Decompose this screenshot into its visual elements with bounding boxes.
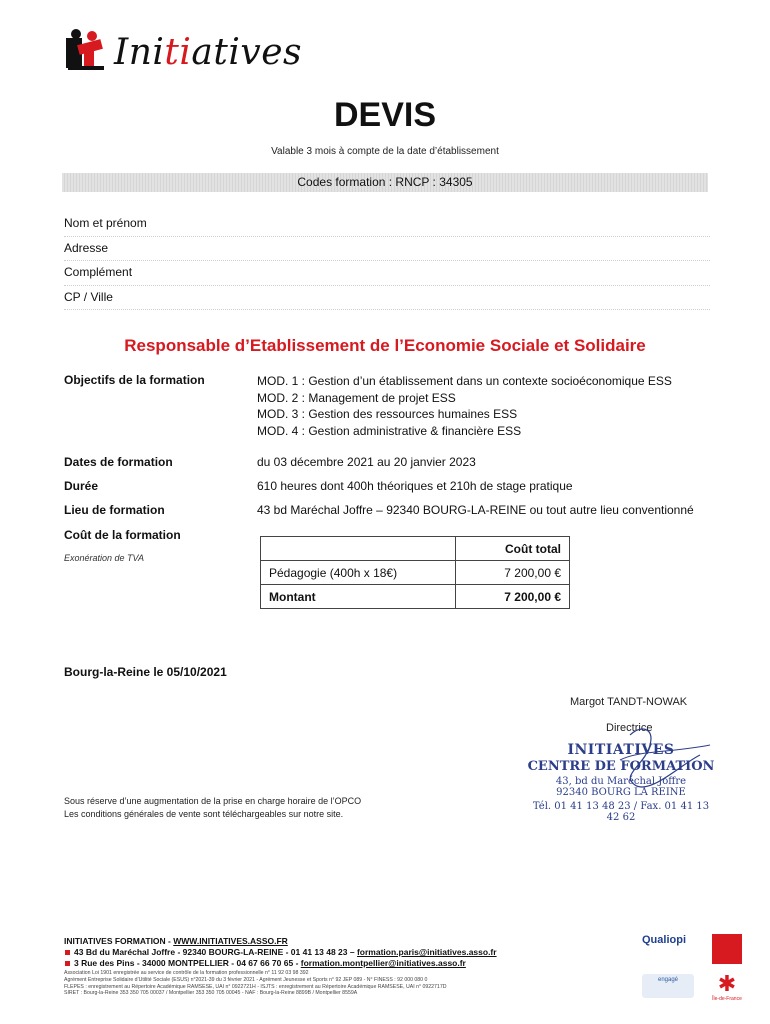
cost-label: Coût de la formation	[64, 528, 181, 542]
legal-line: FLEPES : enregistrement au Répertoire Académique RAMSESE, UAI n° 0922721H - ISJTS : enregistrement au Répertoire Académique RAMSESE, UAI n° 0922717D	[64, 983, 447, 990]
stamp-line: Tél. 01 41 13 48 23 / Fax. 01 41 13 42 62	[532, 801, 710, 823]
signatory-name: Margot TANDT-NOWAK	[570, 696, 688, 708]
qualiopi-logo: Qualiopi	[642, 934, 686, 946]
cost-row-label: Pédagogie (400h x 18€)	[261, 561, 456, 585]
date-place: Bourg-la-Reine le 05/10/2021	[64, 665, 227, 679]
bullet-icon	[65, 961, 70, 966]
footer	[64, 936, 497, 969]
engage-logo: engagé	[642, 974, 694, 998]
partner-logos	[638, 930, 748, 1020]
email-link[interactable]: formation.paris@initiatives.asso.fr	[356, 947, 497, 957]
stamp-line: INITIATIVES	[567, 742, 675, 758]
field-cp-city: CP / Ville	[64, 286, 710, 311]
table-row	[261, 561, 570, 585]
footer-org: INITIATIVES FORMATION -	[64, 936, 174, 946]
duration-value: 610 heures dont 400h théoriques et 210h de stage pratique	[257, 479, 573, 493]
logo-mark-icon	[64, 28, 110, 74]
bullet-icon	[65, 950, 70, 955]
stamp-line: 43, bd du Maréchal Joffre	[555, 776, 687, 787]
stamp-line: 92340 BOURG LA REINE	[556, 787, 686, 798]
field-complement: Complément	[64, 261, 710, 286]
legal-mentions	[64, 970, 446, 997]
occitanie-logo-icon	[712, 934, 742, 964]
website-link[interactable]: WWW.INITIATIVES.ASSO.FR	[173, 936, 288, 946]
cost-row-value: 7 200,00 €	[456, 585, 570, 609]
cost-table	[260, 536, 570, 609]
field-name: Nom et prénom	[64, 212, 710, 237]
module-item: MOD. 4 : Gestion administrative & financière ESS	[257, 423, 522, 438]
conditions-notes	[64, 795, 361, 821]
location-value: 43 bd Maréchal Joffre – 92340 BOURG-LA-REINE ou tout autre lieu conventionné	[257, 503, 694, 517]
dates-value: du 03 décembre 2021 au 20 janvier 2023	[257, 455, 476, 469]
location-label: Lieu de formation	[64, 503, 165, 517]
objectives-label: Objectifs de la formation	[64, 373, 205, 387]
footer-address: 43 Bd du Maréchal Joffre - 92340 BOURG-LA-REINE - 01 41 13 48 23 –	[74, 947, 357, 957]
stamp-line: CENTRE DE FORMATION	[527, 759, 715, 774]
field-address: Adresse	[64, 237, 710, 262]
module-item: MOD. 1 : Gestion d’un établissement dans un contexte socioéconomique ESS	[257, 374, 672, 388]
email-link[interactable]: formation.montpellier@initiatives.asso.fr	[300, 958, 466, 968]
logo-wordmark: Initiatives	[114, 32, 302, 73]
codes-formation-bar: Codes formation : RNCP : 34305	[62, 173, 708, 192]
cost-row-value: 7 200,00 €	[456, 561, 570, 585]
star-icon: ✱	[717, 971, 737, 996]
note-line: Les conditions générales de vente sont téléchargeables sur notre site.	[64, 809, 344, 819]
module-item: MOD. 2 : Management de projet ESS	[257, 390, 456, 405]
formation-title: Responsable d’Etablissement de l’Economie Sociale et Solidaire	[124, 336, 646, 355]
dates-label: Dates de formation	[64, 455, 173, 469]
table-row	[261, 585, 570, 609]
module-item: MOD. 3 : Gestion des ressources humaines ESS	[257, 407, 518, 421]
client-fields	[64, 212, 710, 310]
signature-icon	[560, 715, 720, 805]
table-row	[261, 537, 570, 561]
legal-line: SIRET : Bourg-la-Reine 353 350 705 00037 / Montpellier 353 350 705 00045 - NAF : Bourg-la-Reine 8899B / Montpellier 8559A	[64, 990, 358, 997]
footer-address: 3 Rue des Pins - 34000 MONTPELLIER - 04 67 66 70 65 -	[74, 958, 301, 968]
document-title: DEVIS	[333, 96, 437, 134]
tva-note: Exonération de TVA	[64, 553, 145, 563]
initiatives-logo	[64, 28, 314, 78]
total-header: Coût total	[456, 537, 570, 561]
signatory-role: Directrice	[606, 722, 653, 734]
note-line: Sous réserve d’une augmentation de la prise en charge horaire de l’OPCO	[64, 796, 362, 806]
legal-line: Agrément Entreprise Solidaire d’Utilité Sociale (ESUS) n°2021-39 du 3 février 2021 - Agrément Jeunesse et Sports n° 92 JEP 089 - N° FINESS : 92 000 080 0	[64, 976, 428, 983]
legal-line: Association Loi 1901 enregistrée au service de contrôle de la formation professionnelle n° 11 92 03 98 392	[64, 970, 309, 976]
module-list	[257, 373, 672, 439]
cost-row-label: Montant	[261, 585, 456, 609]
validity-note: Valable 3 mois à compte de la date d’établissement	[271, 146, 499, 157]
duration-label: Durée	[64, 479, 99, 493]
iledefrance-logo: ✱ Île-de-France	[710, 972, 744, 1012]
